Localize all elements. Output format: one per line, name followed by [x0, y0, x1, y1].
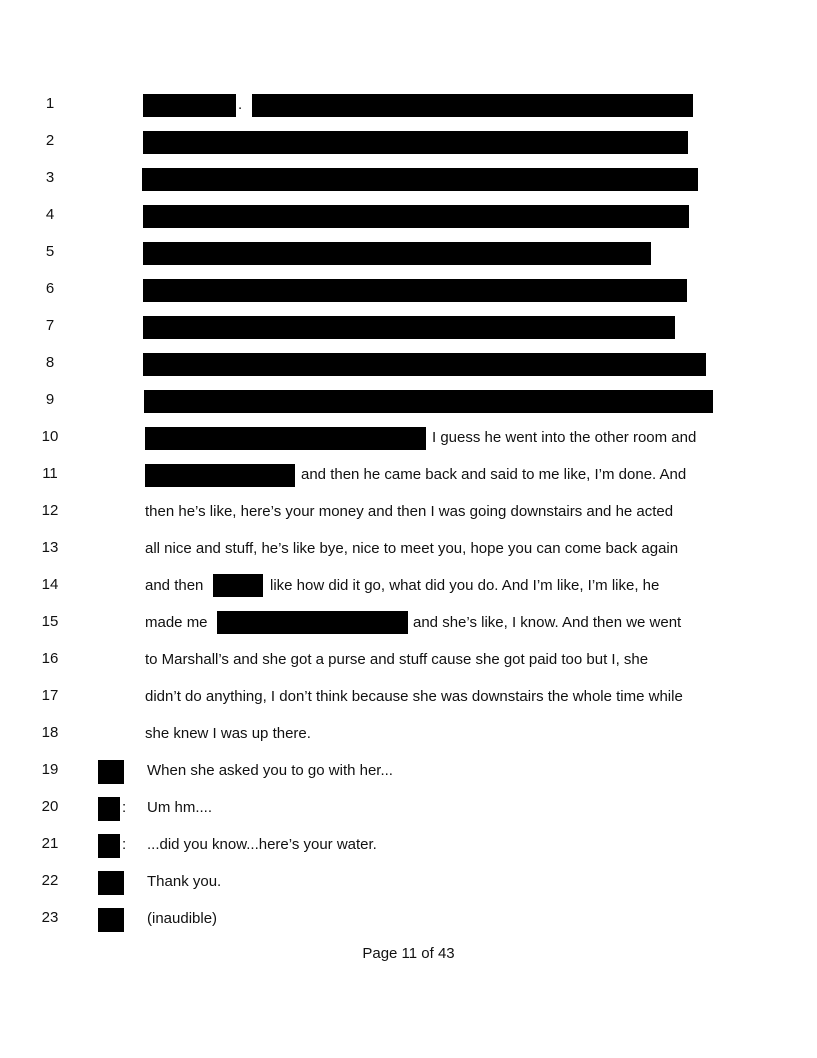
transcript-text: she knew I was up there. [145, 725, 311, 742]
transcript-text: didn’t do anything, I don’t think because she was downstairs the whole time while [145, 688, 683, 705]
transcript-text: and she’s like, I know. And then we went [413, 614, 682, 631]
line-number: 1 [45, 95, 55, 112]
redaction-block [143, 94, 236, 117]
transcript-text: When she asked you to go with her... [147, 762, 393, 779]
line-number: 17 [41, 687, 59, 704]
transcript-text: Um hm.... [147, 799, 213, 816]
redacted-speaker [98, 871, 124, 895]
line-number: 14 [41, 576, 59, 593]
transcript-text: all nice and stuff, he’s like bye, nice to meet you, hope you can come back again [145, 540, 679, 557]
transcript-text: (inaudible) [147, 910, 218, 927]
transcript-text: made me [145, 614, 208, 631]
redaction-block [144, 390, 713, 413]
redaction-block [143, 131, 688, 154]
redacted-speaker [98, 760, 124, 784]
line-number: 16 [41, 650, 59, 667]
redaction-block [143, 279, 687, 302]
line-number: 23 [41, 909, 59, 926]
redaction-block [145, 464, 295, 487]
line-number: 12 [41, 502, 59, 519]
redaction-block [143, 353, 706, 376]
redaction-block [142, 168, 698, 191]
redaction-block [252, 94, 693, 117]
transcript-text: Thank you. [147, 873, 222, 890]
redaction-block [217, 611, 408, 634]
transcript-text: and then [145, 577, 204, 594]
redaction-block [143, 316, 675, 339]
redaction-block [143, 242, 651, 265]
line-number: 8 [45, 354, 55, 371]
transcript-text: then he’s like, here’s your money and then I was going downstairs and he acted [145, 503, 674, 520]
transcript-text: to Marshall’s and she got a purse and stuff cause she got paid too but I, she [145, 651, 649, 668]
line-number: 2 [45, 132, 55, 149]
separator-dot: . [238, 96, 243, 113]
line-number: 3 [45, 169, 55, 186]
line-number: 22 [41, 872, 59, 889]
speaker-colon: : [122, 836, 127, 853]
line-number: 11 [42, 465, 58, 482]
line-number: 4 [45, 206, 55, 223]
redacted-speaker [98, 834, 120, 858]
redacted-speaker [98, 797, 120, 821]
redacted-speaker [98, 908, 124, 932]
redaction-block [145, 427, 426, 450]
line-number: 19 [41, 761, 59, 778]
line-number: 18 [41, 724, 59, 741]
line-number: 21 [41, 835, 59, 852]
line-number: 6 [45, 280, 55, 297]
transcript-text: ...did you know...here’s your water. [147, 836, 377, 853]
transcript-text: and then he came back and said to me like, I’m done. And [301, 466, 687, 483]
transcript-text: like how did it go, what did you do. And I’m like, I’m like, he [270, 577, 660, 594]
line-number: 5 [45, 243, 55, 260]
transcript-text: I guess he went into the other room and [432, 429, 697, 446]
redaction-block [143, 205, 689, 228]
line-number: 13 [41, 539, 59, 556]
line-number: 15 [41, 613, 59, 630]
line-number: 7 [45, 317, 55, 334]
line-number: 10 [41, 428, 59, 445]
line-number: 9 [45, 391, 55, 408]
line-number: 20 [41, 798, 59, 815]
speaker-colon: : [122, 799, 127, 816]
redaction-block [213, 574, 263, 597]
page-footer: Page 11 of 43 [362, 945, 455, 962]
